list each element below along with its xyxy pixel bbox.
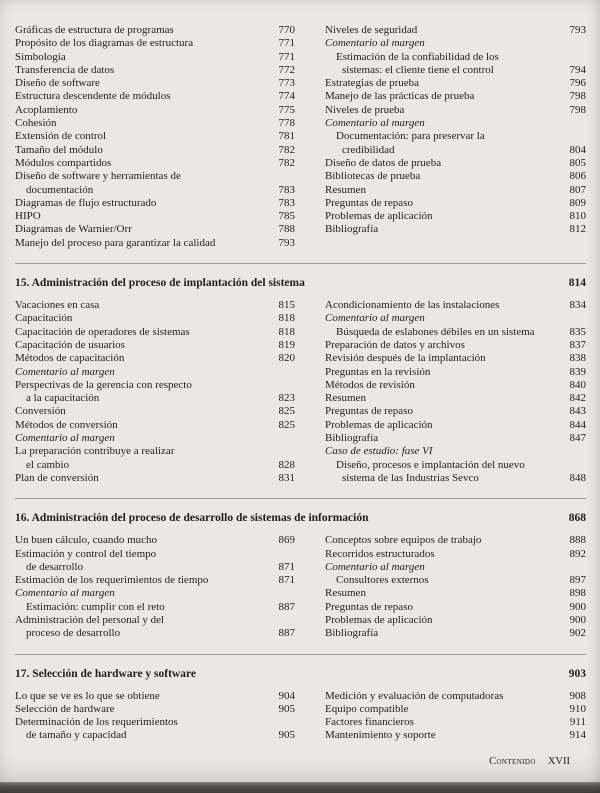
toc-entry-page-number: 798 (569, 103, 586, 116)
toc-entry-title: de desarrollo (26, 560, 84, 573)
toc-entry-page-number: 810 (569, 210, 586, 223)
toc-entry-title: Búsqueda de eslabones débiles en un sistema (336, 325, 535, 338)
toc-entry-page-number (265, 716, 295, 729)
toc-entry (15, 170, 303, 183)
toc-entry-title: Factores financieros (325, 716, 414, 729)
toc-entry-page-number: 887 (278, 627, 295, 640)
toc-entry-title: Capacitación de usuarios (15, 338, 125, 351)
toc-entry-page-number: 831 (278, 471, 295, 484)
toc-entry (15, 729, 303, 742)
page-footer (489, 756, 570, 767)
toc-entry-page-number: 818 (278, 325, 295, 338)
toc-entry (15, 601, 303, 614)
toc-entry (325, 392, 586, 405)
toc-entry (325, 366, 586, 379)
toc-entry-title: Preparación de datos y archivos (325, 338, 465, 351)
toc-entry-title: Bibliografía (325, 627, 379, 640)
toc-entry (15, 37, 303, 50)
toc-column-right (325, 299, 586, 485)
toc-entry-title: sistema de las Industrias Sevco (342, 471, 479, 484)
toc-entry (325, 716, 586, 729)
toc-entry (325, 534, 586, 547)
toc-entry-title: Manejo del proceso para garantizar la calidad (15, 236, 216, 249)
toc-entry-title: Lo que se ve es lo que se obtiene (15, 689, 160, 702)
toc-entry-title: Problemas de aplicación (325, 210, 433, 223)
toc-section (15, 654, 586, 743)
toc-entry-title: Diseño de datos de prueba (325, 156, 442, 169)
toc-entry (325, 312, 586, 325)
section-page-number: 868 (568, 512, 586, 525)
toc-entry-page-number: 793 (278, 236, 295, 249)
toc-entry (325, 601, 586, 614)
toc-entry (325, 104, 586, 117)
toc-section (15, 498, 586, 640)
toc-entry (325, 24, 586, 37)
toc-entry (15, 690, 303, 703)
toc-entry-title: Recorridos estructurados (325, 547, 435, 560)
toc-entry-page-number: 778 (278, 117, 295, 130)
toc-entry (325, 117, 586, 130)
toc-entry-page-number: 823 (278, 392, 295, 405)
toc-entry-title: Problemas de aplicación (325, 613, 433, 626)
toc-entry (325, 703, 586, 716)
toc-entry-page-number: 793 (569, 24, 586, 36)
toc-entry-page-number: 844 (569, 418, 586, 431)
toc-entry (15, 614, 303, 627)
toc-entry-page-number: 771 (278, 50, 295, 63)
toc-entry-page-number (556, 130, 586, 143)
toc-entry (15, 472, 303, 485)
toc-entry (15, 130, 303, 143)
toc-entry (15, 104, 303, 117)
toc-entry-page-number (265, 445, 295, 458)
footer-section-label: Contenido (489, 756, 536, 767)
toc-entry-page-number: 794 (569, 63, 586, 76)
toc-entry-title: sistemas: el cliente tiene el control (342, 63, 494, 76)
toc-entry-title: Estimación y control del tiempo (15, 547, 157, 560)
toc-entry (15, 352, 303, 365)
toc-entry-page-number: 809 (569, 196, 586, 209)
toc-entry-page-number: 910 (569, 702, 586, 715)
toc-entry-page-number: 847 (569, 432, 586, 445)
toc-entry-title: Documentación: para preservar la (336, 130, 485, 143)
toc-entry (15, 299, 303, 312)
toc-entry (325, 51, 586, 64)
toc-entry-page-number: 796 (569, 77, 586, 90)
toc-entry-page-number: 902 (569, 627, 586, 640)
toc-columns (15, 299, 586, 485)
toc-entry (15, 627, 303, 640)
toc-entry-title: el cambio (26, 458, 70, 471)
toc-entry-page-number (556, 51, 586, 64)
toc-entry-page-number: 871 (278, 560, 295, 573)
toc-entry (325, 170, 586, 183)
toc-entry-title: Problemas de aplicación (325, 418, 433, 431)
toc-entry-page-number: 842 (569, 392, 586, 405)
toc-entry (15, 197, 303, 210)
toc-entry-page-number: 775 (278, 103, 295, 116)
toc-entry-page-number: 774 (278, 90, 295, 103)
toc-entry-title: Comentario al margen (325, 312, 425, 325)
toc-entry (15, 223, 303, 236)
toc-columns (15, 690, 586, 743)
toc-entry-title: Diseño de software y herramientas de (15, 170, 181, 183)
toc-entry-title: Diagramas de Warnier/Orr (15, 223, 132, 236)
toc-entry (15, 157, 303, 170)
toc-entry-page-number: 871 (278, 574, 295, 587)
toc-entry (15, 117, 303, 130)
toc-entry-page-number (556, 312, 586, 325)
toc-columns (15, 534, 586, 640)
toc-entry-page-number: 782 (278, 156, 295, 169)
toc-entry-page-number: 897 (569, 574, 586, 587)
toc-entry (325, 339, 586, 352)
toc-entry (15, 703, 303, 716)
toc-column-left (15, 690, 303, 743)
toc-entry (15, 445, 303, 458)
toc-entry-title: Gráficas de estructura de programas (15, 24, 174, 36)
toc-entry (15, 392, 303, 405)
toc-entry (15, 64, 303, 77)
toc-entry-page-number (265, 614, 295, 627)
toc-entry (15, 561, 303, 574)
toc-entry-title: Tamaño del módulo (15, 143, 103, 156)
toc-entry-page-number: 825 (278, 418, 295, 431)
toc-entry-title: Mantenimiento y soporte (325, 729, 436, 742)
toc-entry (15, 574, 303, 587)
section-page-number: 903 (568, 667, 586, 680)
toc-entry (15, 405, 303, 418)
toc-entry-page-number: 838 (569, 352, 586, 365)
toc-entry-page-number: 900 (569, 600, 586, 613)
toc-entry-page-number: 905 (278, 702, 295, 715)
section-header (15, 498, 586, 526)
toc-entry-title: Simbología (15, 50, 66, 63)
toc-entry-page-number: 834 (569, 299, 586, 312)
toc-entry (325, 352, 586, 365)
toc-entry-page-number: 905 (278, 729, 295, 742)
toc-entry-title: Bibliografía (325, 223, 379, 236)
toc-entry-title: Preguntas de repaso (325, 196, 413, 209)
toc-entry-title: Cohesión (15, 117, 57, 130)
toc-entry (325, 614, 586, 627)
toc-entry-title: La preparación contribuye a realizar (15, 445, 175, 458)
toc-entry-title: Comentario al margen (15, 365, 115, 378)
toc-entry-title: Resumen (325, 183, 366, 196)
toc-entry-page-number: 869 (278, 534, 295, 547)
toc-entry-page-number: 770 (278, 24, 295, 36)
section-page-number: 814 (568, 277, 586, 290)
toc-entry-title: Capacitación (15, 312, 73, 325)
toc-column-left (15, 534, 303, 640)
toc-entry-page-number: 843 (569, 405, 586, 418)
toc-entry-title: Administración del personal y del (15, 613, 165, 626)
toc-entry-title: Métodos de capacitación (15, 352, 125, 365)
toc-entry-title: a la capacitación (26, 392, 100, 405)
toc-entry (15, 419, 303, 432)
toc-entry-page-number (265, 366, 295, 379)
toc-entry-page-number: 820 (278, 352, 295, 365)
toc-entry (15, 144, 303, 157)
toc-entry (325, 223, 586, 236)
toc-entry-title: Estimación: cumplir con el reto (26, 600, 165, 613)
toc-entry (15, 534, 303, 547)
toc-entry-title: credibilidad (342, 143, 395, 156)
toc-entry-title: Acondicionamiento de las instalaciones (325, 299, 500, 312)
toc-entry-page-number: 892 (569, 547, 586, 560)
toc-entry-title: Manejo de las prácticas de prueba (325, 90, 475, 103)
toc-entry (325, 299, 586, 312)
toc-entry-title: Selección de hardware (15, 702, 115, 715)
toc-column-left (15, 24, 303, 250)
toc-entry (325, 37, 586, 50)
toc-entry (325, 627, 586, 640)
toc-entry-title: Caso de estudio: fase VI (325, 445, 433, 458)
toc-entry-page-number (265, 170, 295, 183)
toc-entry (15, 587, 303, 600)
toc-entry-title: Métodos de revisión (325, 378, 415, 391)
toc-entry-page-number: 806 (569, 170, 586, 183)
toc-entry-title: Estimación de la confiabilidad de los (336, 50, 499, 63)
toc-entry-title: documentación (26, 183, 94, 196)
toc-entry-page-number: 898 (569, 587, 586, 600)
toc-entry-page-number (556, 459, 586, 472)
toc-entry (325, 445, 586, 458)
toc-entry (325, 326, 586, 339)
toc-entry-page-number: 848 (569, 471, 586, 484)
toc-entry (325, 144, 586, 157)
toc-entry (325, 77, 586, 90)
toc-entry-page-number (265, 587, 295, 600)
toc-entry (325, 197, 586, 210)
toc-entry-title: Estrategias de prueba (325, 77, 420, 90)
toc-entry-page-number (265, 432, 295, 445)
toc-entry-title: Preguntas en la revisión (325, 365, 431, 378)
toc-columns (15, 24, 586, 250)
toc-entry-title: Un buen cálculo, cuando mucho (15, 534, 158, 547)
toc-entry-page-number: 783 (278, 183, 295, 196)
toc-entry-page-number: 782 (278, 143, 295, 156)
toc-entry-page-number: 825 (278, 405, 295, 418)
toc-entry-title: Equipo compatible (325, 702, 409, 715)
toc-entry-page-number (556, 561, 586, 574)
toc-entry-page-number: 785 (278, 210, 295, 223)
toc-entry (15, 379, 303, 392)
toc-entry (325, 419, 586, 432)
toc-entry-title: Conversión (15, 405, 66, 418)
toc-entry-page-number: 773 (278, 77, 295, 90)
toc-entry-title: Consultores externos (336, 574, 429, 587)
toc-section (15, 263, 586, 485)
toc-entry-title: Preguntas de repaso (325, 405, 413, 418)
toc-entry-title: Comentario al margen (15, 432, 115, 445)
toc-entry-title: de tamaño y capacidad (26, 729, 127, 742)
toc-entry (325, 459, 586, 472)
toc-entry-title: Capacitación de operadores de sistemas (15, 325, 190, 338)
toc-entry-page-number: 771 (278, 37, 295, 50)
toc-entry-page-number: 818 (278, 312, 295, 325)
toc-entry-page-number (556, 37, 586, 50)
toc-entry-page-number: 828 (278, 458, 295, 471)
section-title: 16. Administración del proceso de desarrollo de sistemas de información (15, 512, 369, 525)
toc-section (15, 24, 586, 250)
toc-entry (15, 237, 303, 250)
toc-entry-page-number: 798 (569, 90, 586, 103)
toc-entry-title: Diseño de software (15, 77, 100, 90)
toc-entry (15, 339, 303, 352)
toc-entry-title: Comentario al margen (325, 117, 425, 130)
toc-entry (325, 690, 586, 703)
toc-entry-title: Extensión de control (15, 130, 107, 143)
toc-entry (15, 459, 303, 472)
toc-entry-title: Estructura descendente de módulos (15, 90, 171, 103)
toc-entry-title: Transferencia de datos (15, 63, 115, 76)
toc-entry (15, 24, 303, 37)
toc-entry-title: Diseño, procesos e implantación del nuevo (336, 458, 525, 471)
toc-entry (15, 432, 303, 445)
toc-entry (15, 77, 303, 90)
toc-entry (325, 574, 586, 587)
toc-entry-page-number: 914 (569, 729, 586, 742)
toc-entry-title: Conceptos sobre equipos de trabajo (325, 534, 482, 547)
toc-entry (325, 379, 586, 392)
footer-page-number: XVII (547, 756, 570, 767)
toc-entry-page-number: 900 (569, 613, 586, 626)
toc-entry-title: Propósito de los diagramas de estructura (15, 37, 194, 50)
toc-entry (325, 90, 586, 103)
toc-column-right (325, 534, 586, 640)
toc-root (15, 24, 586, 743)
toc-entry-title: Bibliotecas de prueba (325, 170, 421, 183)
toc-entry-page-number: 840 (569, 378, 586, 391)
section-header (15, 654, 586, 682)
toc-entry-page-number: 887 (278, 600, 295, 613)
toc-entry-title: Medición y evaluación de computadoras (325, 689, 504, 702)
toc-entry-page-number: 839 (569, 365, 586, 378)
toc-entry-title: Diagramas de flujo estructurado (15, 196, 157, 209)
toc-entry-title: proceso de desarrollo (26, 627, 121, 640)
toc-entry (325, 130, 586, 143)
toc-entry-title: Niveles de prueba (325, 103, 405, 116)
toc-entry-title: Módulos compartidos (15, 156, 112, 169)
toc-entry-title: Resumen (325, 587, 366, 600)
section-title: 17. Selección de hardware y software (15, 667, 196, 680)
toc-entry-page-number (556, 445, 586, 458)
toc-entry-title: Comentario al margen (325, 560, 425, 573)
toc-entry-page-number: 783 (278, 196, 295, 209)
toc-entry-page-number: 888 (569, 534, 586, 547)
toc-entry (15, 326, 303, 339)
toc-entry-page-number: 837 (569, 338, 586, 351)
toc-entry (325, 561, 586, 574)
toc-entry-page-number: 908 (569, 689, 586, 702)
toc-entry-title: Comentario al margen (15, 587, 115, 600)
toc-column-right (325, 690, 586, 743)
toc-entry-title: Estimación de los requerimientos de tiempo (15, 574, 209, 587)
toc-entry (325, 210, 586, 223)
toc-entry-page-number (265, 548, 295, 561)
toc-entry-title: Acoplamiento (15, 103, 78, 116)
scan-edge-shadow (0, 782, 600, 793)
toc-entry (15, 90, 303, 103)
toc-entry (15, 716, 303, 729)
section-header (15, 263, 586, 291)
toc-entry-page-number: 812 (569, 223, 586, 236)
toc-entry-page-number: 772 (278, 63, 295, 76)
toc-entry-title: HIPO (15, 210, 41, 223)
toc-entry (15, 184, 303, 197)
toc-entry-title: Comentario al margen (325, 37, 425, 50)
toc-entry (325, 548, 586, 561)
toc-entry-page-number: 804 (569, 143, 586, 156)
toc-entry (325, 472, 586, 485)
toc-entry-title: Bibliografía (325, 432, 379, 445)
toc-entry-title: Métodos de conversión (15, 418, 118, 431)
toc-entry (15, 366, 303, 379)
toc-entry-title: Resumen (325, 392, 366, 405)
toc-entry-title: Preguntas de repaso (325, 600, 413, 613)
toc-entry (325, 157, 586, 170)
toc-entry-page-number: 911 (569, 716, 586, 729)
toc-entry-page-number: 815 (278, 299, 295, 312)
toc-entry (325, 405, 586, 418)
toc-column-right (325, 24, 586, 250)
toc-entry-page-number: 835 (569, 325, 586, 338)
toc-entry-page-number: 805 (569, 156, 586, 169)
toc-column-left (15, 299, 303, 485)
toc-entry-page-number: 904 (278, 689, 295, 702)
toc-entry (15, 210, 303, 223)
toc-entry (325, 184, 586, 197)
toc-entry-title: Perspectivas de la gerencia con respecto (15, 378, 192, 391)
toc-entry-page-number (265, 379, 295, 392)
toc-entry-title: Niveles de seguridad (325, 24, 418, 36)
toc-entry-title: Revisión después de la implantación (325, 352, 486, 365)
toc-entry (15, 51, 303, 64)
toc-entry (325, 432, 586, 445)
toc-entry-title: Vacaciones en casa (15, 299, 100, 312)
toc-entry-page-number (556, 117, 586, 130)
section-title: 15. Administración del proceso de implantación del sistema (15, 277, 305, 290)
toc-entry-title: Plan de conversión (15, 471, 99, 484)
toc-entry (15, 312, 303, 325)
toc-entry-page-number: 788 (278, 223, 295, 236)
toc-entry (325, 587, 586, 600)
toc-entry (15, 548, 303, 561)
toc-entry-page-number: 819 (278, 338, 295, 351)
toc-entry (325, 64, 586, 77)
toc-entry-page-number: 781 (278, 130, 295, 143)
toc-entry-page-number: 807 (569, 183, 586, 196)
toc-entry-title: Determinación de los requerimientos (15, 716, 178, 729)
toc-entry (325, 729, 586, 742)
